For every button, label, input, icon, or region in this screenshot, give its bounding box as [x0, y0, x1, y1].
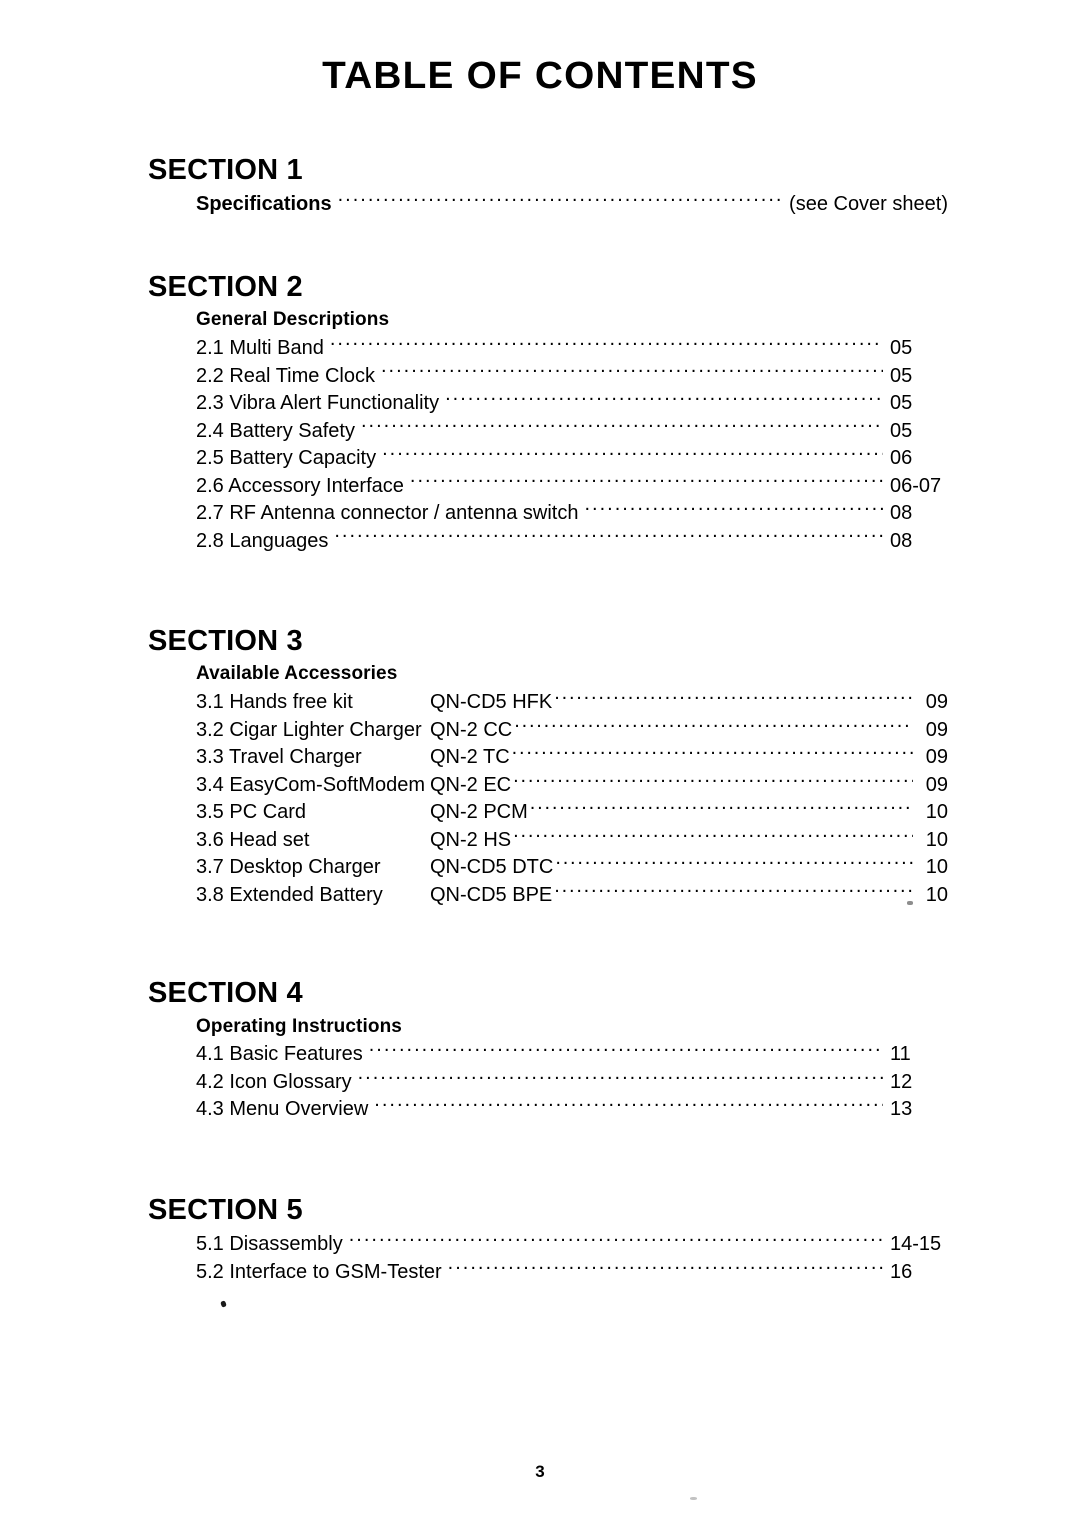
- toc-entry-label: 2.2 Real Time Clock: [196, 364, 375, 387]
- dot-leader: [374, 1095, 883, 1115]
- toc-entry-label: 4.3 Menu Overview: [196, 1098, 369, 1121]
- page-title: TABLE OF CONTENTS: [322, 55, 758, 97]
- toc-entry-label: 2.3 Vibra Alert Functionality: [196, 392, 440, 415]
- toc-entry-page: 14-15: [890, 1233, 942, 1256]
- toc-entry-page: 05: [890, 337, 913, 360]
- section-entries: [196, 661, 948, 908]
- section-heading: SECTION 3: [148, 625, 303, 658]
- dot-leader: [512, 743, 913, 763]
- toc-entry-label: 5.2 Interface to GSM-Tester: [196, 1260, 442, 1283]
- section-block-4: [148, 978, 948, 1123]
- footer-page-number: 3: [535, 1462, 545, 1481]
- toc-entry-label: 2.5 Battery Capacity: [196, 447, 377, 470]
- section-heading: SECTION 5: [148, 1193, 303, 1226]
- section-subheading: General Descriptions: [196, 309, 390, 331]
- toc-entry-model: QN-CD5 HFK: [430, 691, 553, 714]
- dot-leader: [334, 527, 883, 547]
- toc-entry-model: QN-CD5 BPE: [430, 883, 553, 906]
- toc-entry-label: 4.2 Icon Glossary: [196, 1070, 352, 1093]
- toc-entry-page: 10: [925, 828, 948, 851]
- section-block-3: [148, 626, 948, 908]
- dot-leader: [382, 444, 883, 464]
- dot-leader: [530, 798, 913, 818]
- toc-entry-label: Specifications: [196, 193, 332, 216]
- toc-entry-page: 09: [925, 746, 948, 769]
- toc-entry-page: 05: [890, 419, 913, 442]
- dot-leader: [410, 472, 883, 492]
- toc-entry[interactable]: [196, 798, 948, 826]
- section-subheading: Available Accessories: [196, 663, 398, 685]
- toc-entry-page: 05: [890, 392, 913, 415]
- toc-entry-page: 13: [890, 1098, 913, 1121]
- dot-leader: [514, 716, 913, 736]
- toc-entry[interactable]: [196, 1258, 948, 1286]
- toc-entry-model: QN-2 PCM: [430, 801, 528, 824]
- table-of-contents: [148, 155, 948, 1285]
- toc-entry-label: 2.8 Languages: [196, 529, 329, 552]
- toc-entry-label: 3.7 Desktop Charger: [196, 856, 381, 879]
- toc-entry[interactable]: [196, 881, 948, 909]
- toc-entry-page: 06-07: [890, 474, 942, 497]
- toc-entry-label: 4.1 Basic Features: [196, 1043, 363, 1066]
- toc-entry-page: 10: [925, 856, 948, 879]
- scan-artifact-speck: [690, 1497, 697, 1500]
- section-entries: [196, 1230, 948, 1285]
- scan-artifact-speck: [907, 901, 913, 905]
- toc-entry-page: 05: [890, 364, 913, 387]
- toc-entry-label: 3.5 PC Card: [196, 801, 307, 824]
- toc-entry-label: 3.6 Head set: [196, 828, 310, 851]
- toc-entry-model: QN-2 CC: [430, 718, 513, 741]
- section-heading: SECTION 4: [148, 977, 303, 1010]
- toc-entry[interactable]: [196, 362, 948, 390]
- toc-entry[interactable]: [196, 190, 948, 218]
- toc-entry[interactable]: [196, 826, 948, 854]
- toc-entry[interactable]: [196, 743, 948, 771]
- toc-entry-label: 5.1 Disassembly: [196, 1233, 343, 1256]
- dot-leader: [369, 1040, 883, 1060]
- toc-entry[interactable]: [196, 334, 948, 362]
- toc-entry-label: 3.1 Hands free kit: [196, 691, 353, 714]
- dot-leader: [381, 362, 883, 382]
- section-subheading: Operating Instructions: [196, 1015, 402, 1037]
- toc-entry-page: 10: [925, 883, 948, 906]
- toc-entry[interactable]: [196, 472, 948, 500]
- toc-entry-page: 16: [890, 1260, 913, 1283]
- toc-entry-label: 3.4 EasyCom-SoftModem: [196, 773, 425, 796]
- section-heading: SECTION 2: [148, 270, 303, 303]
- toc-entry-page: 10: [925, 801, 948, 824]
- toc-entry-label: 2.6 Accessory Interface: [196, 474, 404, 497]
- toc-entry-page: 09: [925, 773, 948, 796]
- toc-entry-page: 09: [925, 718, 948, 741]
- toc-entry[interactable]: [196, 1040, 948, 1068]
- scan-artifact-speck: [220, 1300, 227, 1307]
- toc-entry-page: 06: [890, 447, 913, 470]
- toc-entry-label: 2.4 Battery Safety: [196, 419, 355, 442]
- toc-entry[interactable]: [196, 1068, 948, 1096]
- toc-entry-model: QN-2 EC: [430, 773, 512, 796]
- toc-entry[interactable]: [196, 389, 948, 417]
- dot-leader: [554, 688, 913, 708]
- toc-entry[interactable]: [196, 716, 948, 744]
- dot-leader: [358, 1068, 883, 1088]
- dot-leader: [445, 389, 883, 409]
- toc-entry-model: QN-2 HS: [430, 828, 512, 851]
- toc-entry-page: 08: [890, 529, 913, 552]
- dot-leader: [584, 499, 883, 519]
- toc-entry-model: QN-CD5 DTC: [430, 856, 554, 879]
- dot-leader: [513, 826, 913, 846]
- toc-entry[interactable]: [196, 1095, 948, 1123]
- section-entries: [196, 190, 948, 218]
- toc-entry[interactable]: [196, 1230, 948, 1258]
- toc-entry-page: 08: [890, 502, 913, 525]
- toc-entry-page: 11: [890, 1043, 911, 1066]
- toc-entry-label: 3.2 Cigar Lighter Charger: [196, 718, 422, 741]
- toc-entry-model: QN-2 TC: [430, 746, 510, 769]
- toc-entry[interactable]: [196, 688, 948, 716]
- toc-entry[interactable]: [196, 417, 948, 445]
- dot-leader: [361, 417, 883, 437]
- toc-entry-label: 3.8 Extended Battery: [196, 883, 383, 906]
- section-block-1: [148, 155, 948, 218]
- dot-leader: [554, 881, 913, 901]
- section-block-5: [148, 1195, 948, 1285]
- toc-entry-label: 3.3 Travel Charger: [196, 746, 362, 769]
- dot-leader: [349, 1230, 883, 1250]
- dot-leader: [555, 853, 913, 873]
- toc-entry-page: 09: [925, 691, 948, 714]
- toc-entry[interactable]: [196, 499, 948, 527]
- dot-leader: [330, 334, 883, 354]
- toc-entry-label: 2.7 RF Antenna connector / antenna switch: [196, 502, 579, 525]
- section-heading: SECTION 1: [148, 154, 303, 186]
- section-entries: [196, 1014, 948, 1123]
- toc-entry-label: 2.1 Multi Band: [196, 337, 324, 360]
- toc-entry[interactable]: [196, 444, 948, 472]
- dot-leader: [338, 190, 781, 210]
- toc-entry[interactable]: [196, 527, 948, 555]
- section-block-2: [148, 272, 948, 554]
- toc-entry[interactable]: [196, 771, 948, 799]
- dot-leader: [513, 771, 913, 791]
- toc-entry[interactable]: [196, 853, 948, 881]
- toc-entry-page: 12: [890, 1070, 913, 1093]
- dot-leader: [448, 1258, 883, 1278]
- toc-entry-page: (see Cover sheet): [789, 193, 948, 216]
- section-entries: [196, 307, 948, 554]
